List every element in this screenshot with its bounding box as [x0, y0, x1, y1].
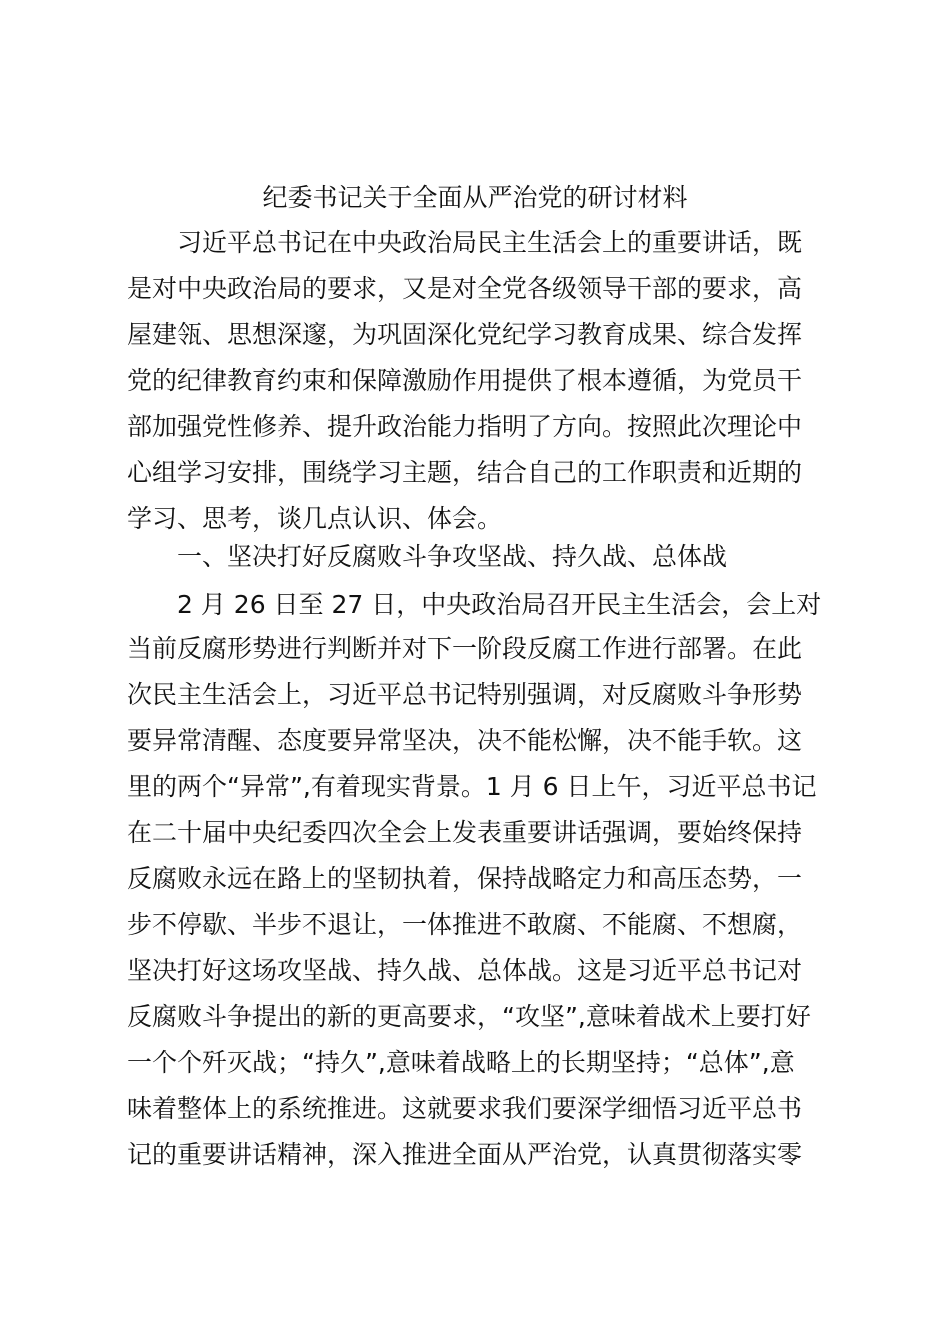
paragraph2-line-9: 坚决打好这场攻坚战、持久战、总体战。这是习近平总书记对 — [127, 956, 803, 985]
paragraph1-line-2: 是对中央政治局的要求，又是对全党各级领导干部的要求，高 — [127, 274, 803, 303]
paragraph2-line-5: 里的两个“异常”,有着现实背景。1 月 6 日上午，习近平总书记 — [127, 772, 817, 801]
paragraph1-line-7: 学习、思考，谈几点认识、体会。 — [127, 504, 503, 533]
paragraph2-line-12: 味着整体上的系统推进。这就要求我们要深学细悟习近平总书 — [127, 1094, 803, 1123]
paragraph2-line-11: 一个个歼灭战；“持久”,意味着战略上的长期坚持；“总体”,意 — [127, 1048, 795, 1077]
paragraph2-line-1: 2 月 26 日至 27 日，中央政治局召开民主生活会，会上对 — [177, 590, 822, 619]
section-heading-1: 一、坚决打好反腐败斗争攻坚战、持久战、总体战 — [177, 542, 728, 571]
paragraph2-line-4: 要异常清醒、态度要异常坚决，决不能松懈，决不能手软。这 — [127, 726, 803, 755]
paragraph1-line-1: 习近平总书记在中央政治局民主生活会上的重要讲话，既 — [177, 228, 803, 257]
document-title: 纪委书记关于全面从严治党的研讨材料 — [262, 183, 688, 212]
paragraph2-line-3: 次民主生活会上，习近平总书记特别强调，对反腐败斗争形势 — [127, 680, 803, 709]
paragraph2-line-7: 反腐败永远在路上的坚韧执着，保持战略定力和高压态势，一 — [127, 864, 803, 893]
paragraph1-line-3: 屋建瓴、思想深邃，为巩固深化党纪学习教育成果、综合发挥 — [127, 320, 803, 349]
paragraph1-line-6: 心组学习安排，围绕学习主题，结合自己的工作职责和近期的 — [127, 458, 803, 487]
paragraph2-line-13: 记的重要讲话精神，深入推进全面从严治党，认真贯彻落实零 — [127, 1140, 803, 1169]
paragraph2-line-2: 当前反腐形势进行判断并对下一阶段反腐工作进行部署。在此 — [127, 634, 803, 663]
paragraph2-line-8: 步不停歇、半步不退让，一体推进不敢腐、不能腐、不想腐， — [127, 910, 803, 939]
paragraph1-line-4: 党的纪律教育约束和保障激励作用提供了根本遵循，为党员干 — [127, 366, 803, 395]
paragraph2-line-10: 反腐败斗争提出的新的更高要求，“攻坚”,意味着战术上要打好 — [127, 1002, 811, 1031]
paragraph1-line-5: 部加强党性修养、提升政治能力指明了方向。按照此次理论中 — [127, 412, 803, 441]
paragraph2-line-6: 在二十届中央纪委四次全会上发表重要讲话强调，要始终保持 — [127, 818, 803, 847]
